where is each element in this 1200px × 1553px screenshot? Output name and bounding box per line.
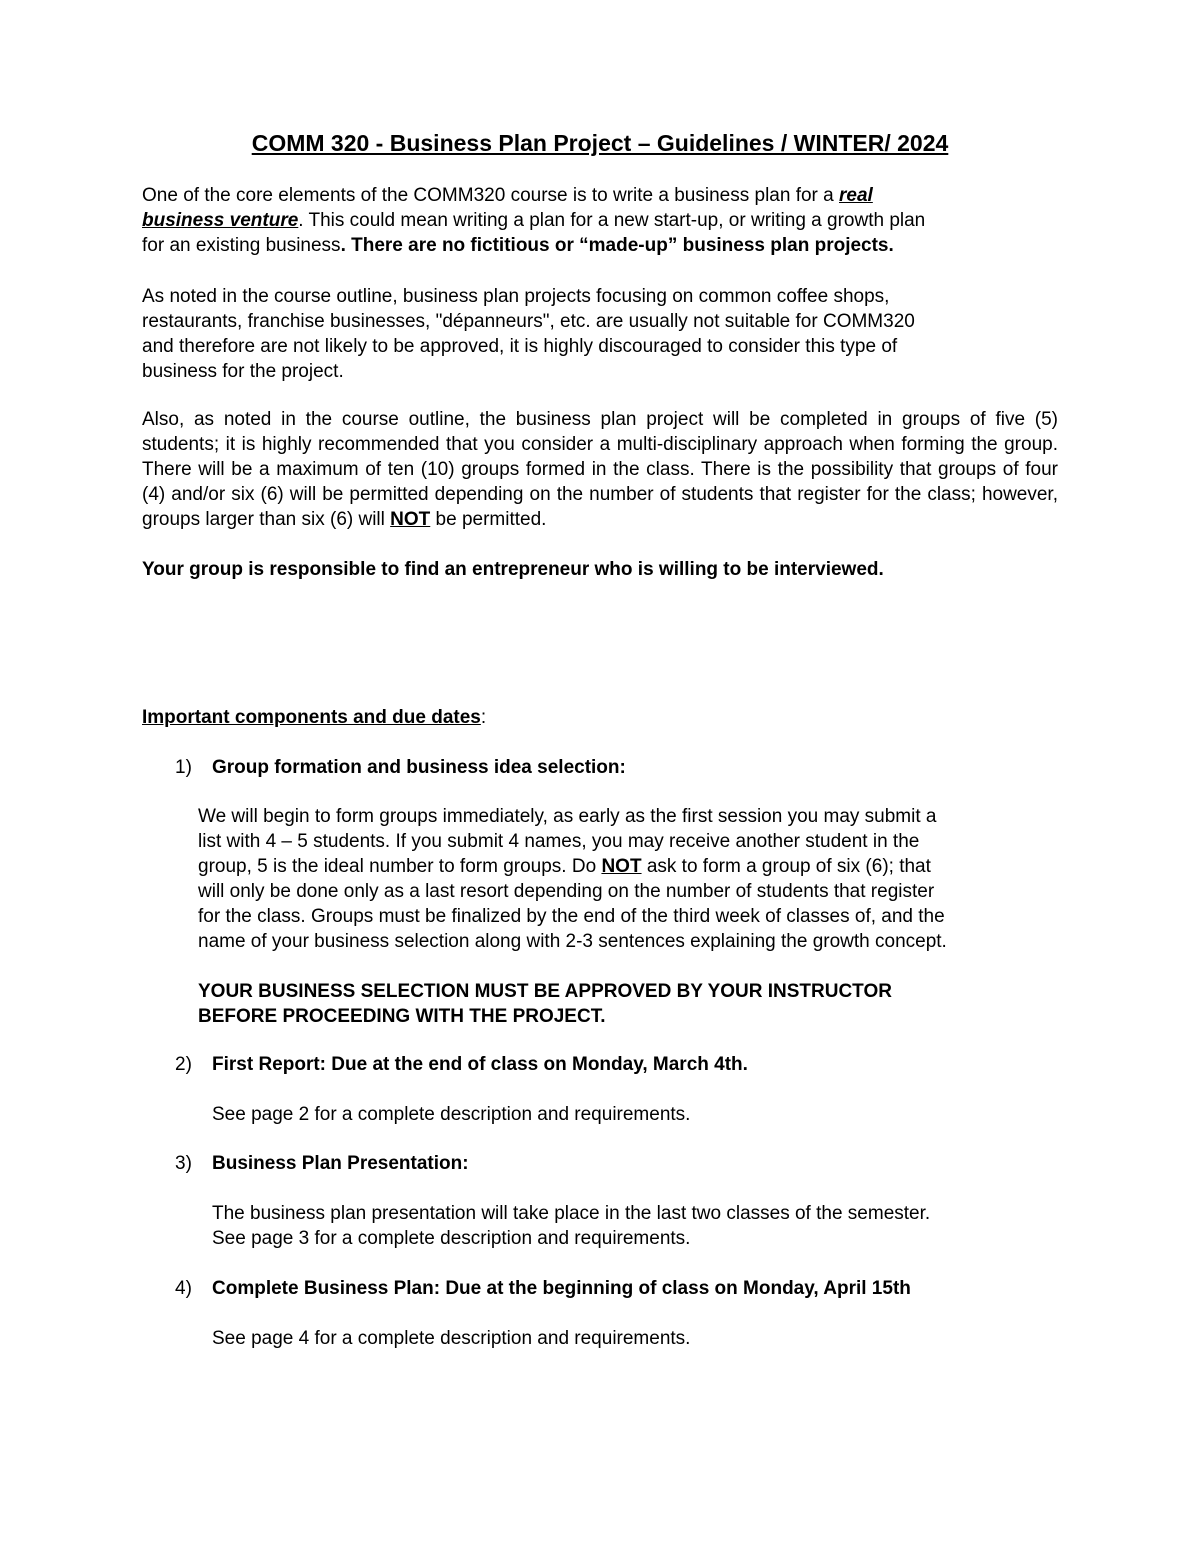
components-heading-text: Important components and due dates <box>142 707 481 728</box>
group-size-end: be permitted. <box>430 509 547 530</box>
list-item-heading: Complete Business Plan: Due at the beginning of class on Monday, April 15th <box>212 1278 911 1299</box>
list-item-4-heading <box>175 1276 1075 1301</box>
list-item-heading: First Report: Due at the end of class on Monday, March 4th. <box>212 1054 748 1075</box>
body-line-text: ask to form a group of six (6); that <box>641 856 931 877</box>
body-line: See page 3 for a complete description and requirements. <box>212 1228 691 1249</box>
not-emphasis: NOT <box>390 509 431 530</box>
list-item-2-body <box>212 1102 1092 1127</box>
body-line: See page 2 for a complete description and requirements. <box>212 1104 691 1125</box>
suitability-line: and therefore are not likely to be approved, it is highly discouraged to consider this type of <box>142 336 898 357</box>
body-line: name of your business selection along with 2-3 sentences explaining the growth concept. <box>198 931 947 952</box>
document-title: COMM 320 - Business Plan Project – Guidelines / WINTER/ 2024 <box>251 130 949 156</box>
list-number: 1) <box>175 757 192 778</box>
body-line <box>198 854 1078 879</box>
intro-text-1: One of the core elements of the COMM320 course is to write a business plan for a <box>142 185 840 206</box>
intro-text-2: . This could mean writing a plan for a new start-up, or writing a growth plan <box>298 210 926 231</box>
list-number: 2) <box>175 1054 192 1075</box>
list-item-1-heading <box>175 755 1075 780</box>
list-number: 3) <box>175 1153 192 1174</box>
intro-bold-statement: . There are no fictitious or “made-up” business plan projects. <box>340 235 894 256</box>
approval-notice <box>198 979 1078 1029</box>
intro-text-3: for an existing business <box>142 235 341 256</box>
components-heading <box>142 705 1062 730</box>
group-size-text: Also, as noted in the course outline, the business plan project will be completed in groups of five (5) students; it is highly recommended that you consider a multi-disciplinary approach when forming the group. There will be a maximum of ten (10) groups formed in the class. There is the possibility that groups of four (4) and/or six (6) will be permitted depending on the number of students that register for the class; however, groups larger than six (6) will <box>142 409 1058 530</box>
suitability-paragraph <box>142 284 1062 384</box>
body-line: We will begin to form groups immediately, as early as the first session you may submit a <box>198 806 937 827</box>
list-item-3-heading <box>175 1151 1075 1176</box>
intro-emphasis-venture: business venture <box>142 210 299 231</box>
list-item-heading: Group formation and business idea selection: <box>212 757 626 778</box>
responsibility-note <box>142 557 1062 582</box>
suitability-line: restaurants, franchise businesses, "dépanneurs", etc. are usually not suitable for COMM320 <box>142 311 915 332</box>
body-line-text: group, 5 is the ideal number to form groups. Do <box>198 856 602 877</box>
body-line: list with 4 – 5 students. If you submit 4 names, you may receive another student in the <box>198 831 920 852</box>
suitability-line: business for the project. <box>142 361 344 382</box>
body-line: See page 4 for a complete description and requirements. <box>212 1328 691 1349</box>
approval-line: YOUR BUSINESS SELECTION MUST BE APPROVED BY YOUR INSTRUCTOR <box>198 981 892 1002</box>
list-item-4-body <box>212 1326 1092 1351</box>
intro-emphasis-real: real <box>839 185 873 206</box>
approval-line: BEFORE PROCEEDING WITH THE PROJECT. <box>198 1006 606 1027</box>
intro-paragraph <box>142 183 1062 258</box>
list-item-1-body <box>198 804 1078 954</box>
body-line: for the class. Groups must be finalized by the end of the third week of classes of, and the <box>198 906 945 927</box>
list-item-2-heading <box>175 1052 1075 1077</box>
components-heading-colon: : <box>480 707 487 728</box>
intro-line-3 <box>142 233 1062 258</box>
body-line: The business plan presentation will take place in the last two classes of the semester. <box>212 1203 931 1224</box>
body-line: will only be done only as a last resort depending on the number of students that register <box>198 881 935 902</box>
intro-line-2 <box>142 208 1062 233</box>
list-item-3-body <box>212 1201 1092 1251</box>
list-number: 4) <box>175 1278 192 1299</box>
group-size-paragraph <box>142 407 1058 532</box>
list-item-heading: Business Plan Presentation: <box>212 1153 469 1174</box>
responsibility-text: Your group is responsible to find an entrepreneur who is willing to be interviewed. <box>142 559 884 580</box>
suitability-line: As noted in the course outline, business plan projects focusing on common coffee shops, <box>142 286 890 307</box>
not-emphasis: NOT <box>601 856 642 877</box>
intro-line-1 <box>142 183 1062 208</box>
